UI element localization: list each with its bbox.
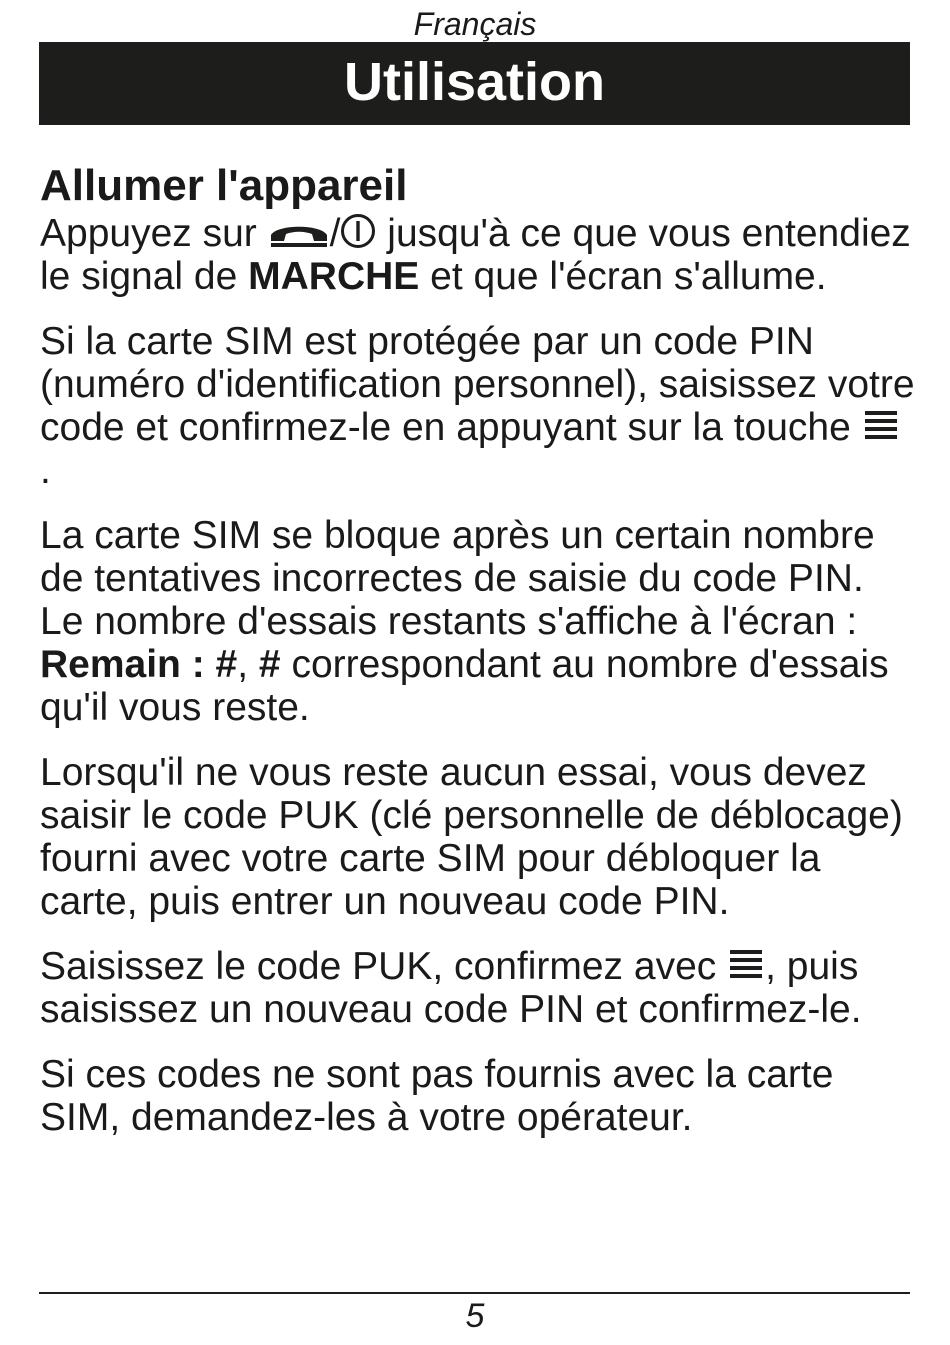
power-icon — [340, 213, 376, 249]
text-segment: , — [237, 643, 259, 686]
text-segment: La carte SIM se bloque après un certain nombre de tentatives incorrectes de saisie du code PIN. Le nombre d'essais restants s'affiche à l'écran : — [40, 514, 875, 643]
end-call-icon — [268, 215, 330, 249]
page-content — [40, 160, 915, 1161]
text-segment: . — [40, 449, 51, 492]
bold-term: # — [258, 643, 281, 686]
menu-icon — [727, 948, 765, 982]
paragraph-operator: Si ces codes ne sont pas fournis avec la carte SIM, demandez-les à votre opérateur. — [40, 1053, 834, 1139]
text-segment: et que l'écran s'allume. — [419, 255, 827, 298]
text-segment: Appuyez sur — [40, 212, 268, 255]
power-key-group — [268, 212, 377, 255]
section-banner: Utilisation — [39, 42, 910, 125]
footer-divider — [39, 1292, 910, 1294]
paragraph-pin-code — [40, 320, 915, 492]
bold-term: Remain : # — [40, 643, 238, 686]
bold-term: MARCHE — [248, 255, 420, 298]
text-segment: , puis saisissez un nouveau code PIN et confirmez-le. — [40, 945, 862, 1031]
text-segment: correspondant au nombre d'essais qu'il vous reste. — [40, 643, 889, 729]
paragraph-puk-code: Lorsqu'il ne vous reste aucun essai, vous devez saisir le code PUK (clé personnelle de déblocage) fourni avec votre carte SIM pour débloquer la carte, puis entrer un nouveau code PIN. — [40, 751, 903, 923]
paragraph-sim-block — [40, 514, 915, 729]
text-segment: Si la carte SIM est protégée par un code PIN (numéro d'identification personnel), saisissez votre code et confirmez-le en appuyant sur la touche — [40, 320, 915, 449]
menu-icon — [862, 409, 900, 443]
text-segment: jusqu'à ce que vous entendiez le signal de — [40, 212, 911, 298]
text-segment: / — [329, 212, 341, 255]
page-number: 5 — [465, 1297, 485, 1335]
text-segment: Saisissez le code PUK, confirmez avec — [40, 945, 728, 988]
section-heading: Allumer l'appareil — [40, 161, 408, 210]
paragraph-power-on — [40, 212, 915, 298]
paragraph-enter-puk — [40, 945, 915, 1031]
language-label: Français — [413, 6, 537, 42]
